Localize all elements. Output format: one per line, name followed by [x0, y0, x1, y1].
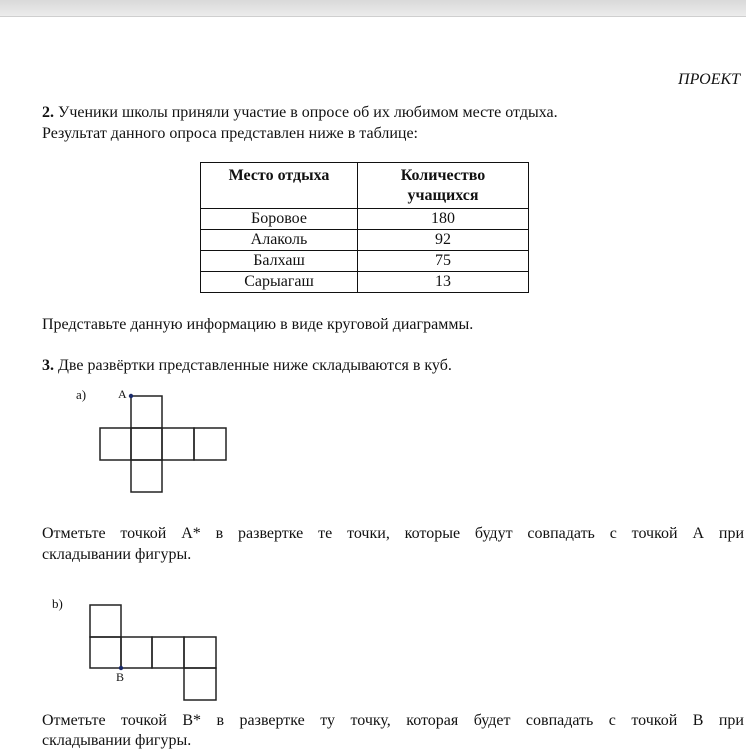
net-b-square-1 — [90, 637, 121, 668]
part-b-instruction-line1: Отметьте точкой В* в развертке ту точку, которая будет совпадать с точкой В при — [42, 712, 744, 729]
net-b-square-4 — [184, 637, 216, 668]
part-a-label: a) — [76, 387, 87, 402]
point-a-label: A — [118, 387, 127, 401]
part-b-instruction-line2: складывании фигуры. — [42, 732, 192, 749]
net-a-square-center — [131, 428, 162, 460]
net-a-square-right2 — [194, 428, 226, 460]
task2-line2: Результат данного опроса представлен ниже в таблице: — [42, 125, 418, 142]
table-cell-place: Балхаш — [201, 251, 358, 272]
point-b-label: B — [116, 670, 125, 684]
table-cell-count: 180 — [358, 209, 529, 230]
net-a — [100, 396, 226, 492]
net-b-square-2 — [121, 637, 152, 668]
net-b-square-3 — [152, 637, 184, 668]
part-a-instruction-line2: складывании фигуры. — [42, 546, 192, 563]
task2-number: 2. — [42, 104, 54, 121]
table-header-count: Количество учащихся — [358, 163, 529, 209]
table-cell-count: 92 — [358, 230, 529, 251]
net-a-square-bottom — [131, 460, 162, 492]
table-cell-count: 13 — [358, 272, 529, 293]
net-a-square-top — [131, 396, 162, 428]
point-a-dot — [129, 394, 133, 398]
net-a-square-left — [100, 428, 131, 460]
part-b-label: b) — [52, 596, 63, 611]
task3-number: 3. — [42, 357, 54, 374]
table-header-place: Место отдыха — [201, 163, 358, 209]
net-b — [90, 605, 216, 700]
net-b-square-bottom — [184, 668, 216, 700]
table-cell-place: Алаколь — [201, 230, 358, 251]
table-cell-count: 75 — [358, 251, 529, 272]
draft-label: ПРОЕКТ — [678, 71, 740, 88]
part-a-instruction-line1: Отметьте точкой А* в развертке те точки, которые будут совпадать с точкой А при — [42, 525, 744, 542]
net-b-square-top — [90, 605, 121, 637]
table-cell-place: Сарыагаш — [201, 272, 358, 293]
task3-text: Две развёртки представленные ниже складываются в куб. — [58, 357, 452, 374]
task2-text: Ученики школы приняли участие в опросе об их любимом месте отдыха. — [58, 104, 558, 121]
net-a-square-right1 — [162, 428, 194, 460]
table-cell-place: Боровое — [201, 209, 358, 230]
task2-instruction: Представьте данную информацию в виде круговой диаграммы. — [42, 316, 474, 333]
